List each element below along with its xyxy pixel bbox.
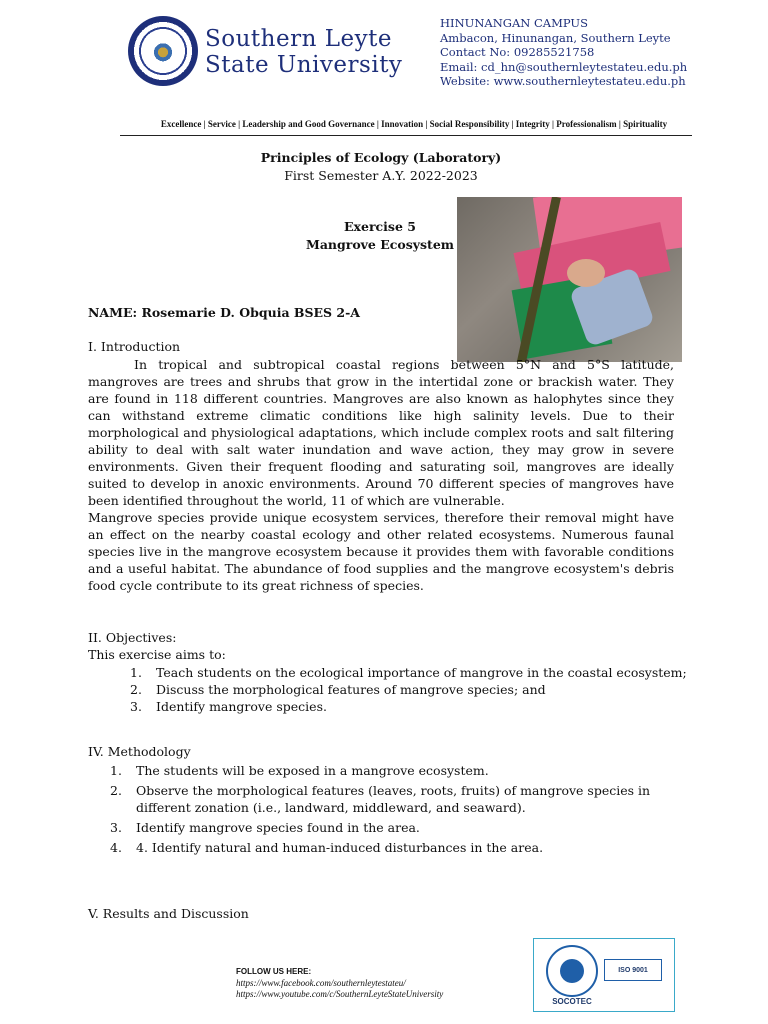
course-title: Principles of Ecology (Laboratory) [260, 150, 502, 165]
university-name-line1: Southern Leyte [205, 26, 392, 52]
youtube-link[interactable]: https://www.youtube.com/c/SouthernLeyteStateUniversity [236, 989, 444, 999]
student-name: NAME: Rosemarie D. Obquia BSES 2-A [88, 305, 360, 320]
methodology-heading: IV. Methodology [88, 744, 191, 759]
university-seal-icon [128, 16, 198, 86]
list-item: 2. Observe the morphological features (leaves, roots, fruits) of mangrove species in different zonation (i.e., landward, middleward, and seaward). [110, 783, 651, 815]
campus-address: Ambacon, Hinunangan, Southern Leyte [440, 30, 671, 45]
exercise-number: Exercise 5 [344, 219, 416, 234]
field-photo [457, 197, 682, 362]
semester-line: First Semester A.Y. 2022-2023 [284, 168, 478, 183]
list-item: 3. Identify mangrove species found in the area. [110, 820, 420, 835]
exercise-title: Mangrove Ecosystem [305, 237, 455, 252]
follow-us-label: FOLLOW US HERE: [236, 967, 312, 976]
list-item: 3. Identify mangrove species. [130, 699, 327, 714]
seal-emblem-icon [150, 38, 176, 64]
certifier-name: SOCOTEC [552, 997, 592, 1006]
university-name [205, 26, 435, 78]
certification-badge [533, 938, 675, 1012]
list-item: 1. The students will be exposed in a mangrove ecosystem. [110, 763, 489, 778]
intro-body [88, 356, 674, 594]
iso-label: ISO 9001 [604, 959, 662, 981]
objectives-lead: This exercise aims to: [88, 647, 226, 662]
contact-email: Email: cd_hn@southernleytestateu.edu.ph [440, 59, 688, 74]
facebook-link[interactable]: https://www.facebook.com/southernleytestateu/ [236, 978, 406, 988]
photo-hand [567, 259, 605, 287]
methodology-list [110, 762, 676, 859]
header-divider [120, 135, 692, 136]
campus-contact-block [440, 16, 760, 89]
socotec-logo-icon [546, 945, 598, 997]
university-name-line2: State University [205, 52, 403, 78]
objectives-heading: II. Objectives: [88, 630, 177, 645]
intro-paragraph-1: In tropical and subtropical coastal regions between 5°N and 5°S latitude, mangroves are trees and shrubs that grow in the intertidal zone or brackish water. They are found in 118 different countries. Mangroves are also known as halophytes since they can withstand extreme climatic conditions like high salinity levels. Due to their morphological and physiological adaptations, which include complex roots and salt filtering ability to deal with salt water inundation and wave action, they may grow in severe environments. Given their frequent flooding and saturating soil, mangroves are ideally suited to develop in anoxic environments. Around 70 different species of mangroves have been identified throughout the world, 11 of which are vulnerable. [88, 357, 674, 508]
intro-paragraph-2: Mangrove species provide unique ecosystem services, therefore their removal might have an effect on the nearby coastal ecology and other related ecosystems. Numerous faunal species live in the mangrove ecosystem because it provides them with favorable conditions and a useful habitat. The abundance of food supplies and the mangrove ecosystem's debris food cycle contribute to its great richness of species. [88, 510, 674, 593]
results-heading: V. Results and Discussion [88, 906, 249, 921]
contact-number: Contact No: 09285521758 [440, 45, 595, 60]
campus-name: HINUNANGAN CAMPUS [440, 16, 588, 30]
intro-heading: I. Introduction [88, 339, 181, 354]
list-item: 4. 4. Identify natural and human-induced disturbances in the area. [110, 840, 544, 855]
list-item: 1. Teach students on the ecological importance of mangrove in the coastal ecosystem; [130, 665, 687, 680]
objectives-list [130, 664, 690, 715]
list-item: 2. Discuss the morphological features of mangrove species; and [130, 682, 546, 697]
contact-website: Website: www.southernleytestateu.edu.ph [440, 74, 686, 89]
core-values: Excellence | Service | Leadership and Good Governance | Innovation | Social Responsibility | Integrity | Professionalism | Spirituality [160, 119, 668, 129]
